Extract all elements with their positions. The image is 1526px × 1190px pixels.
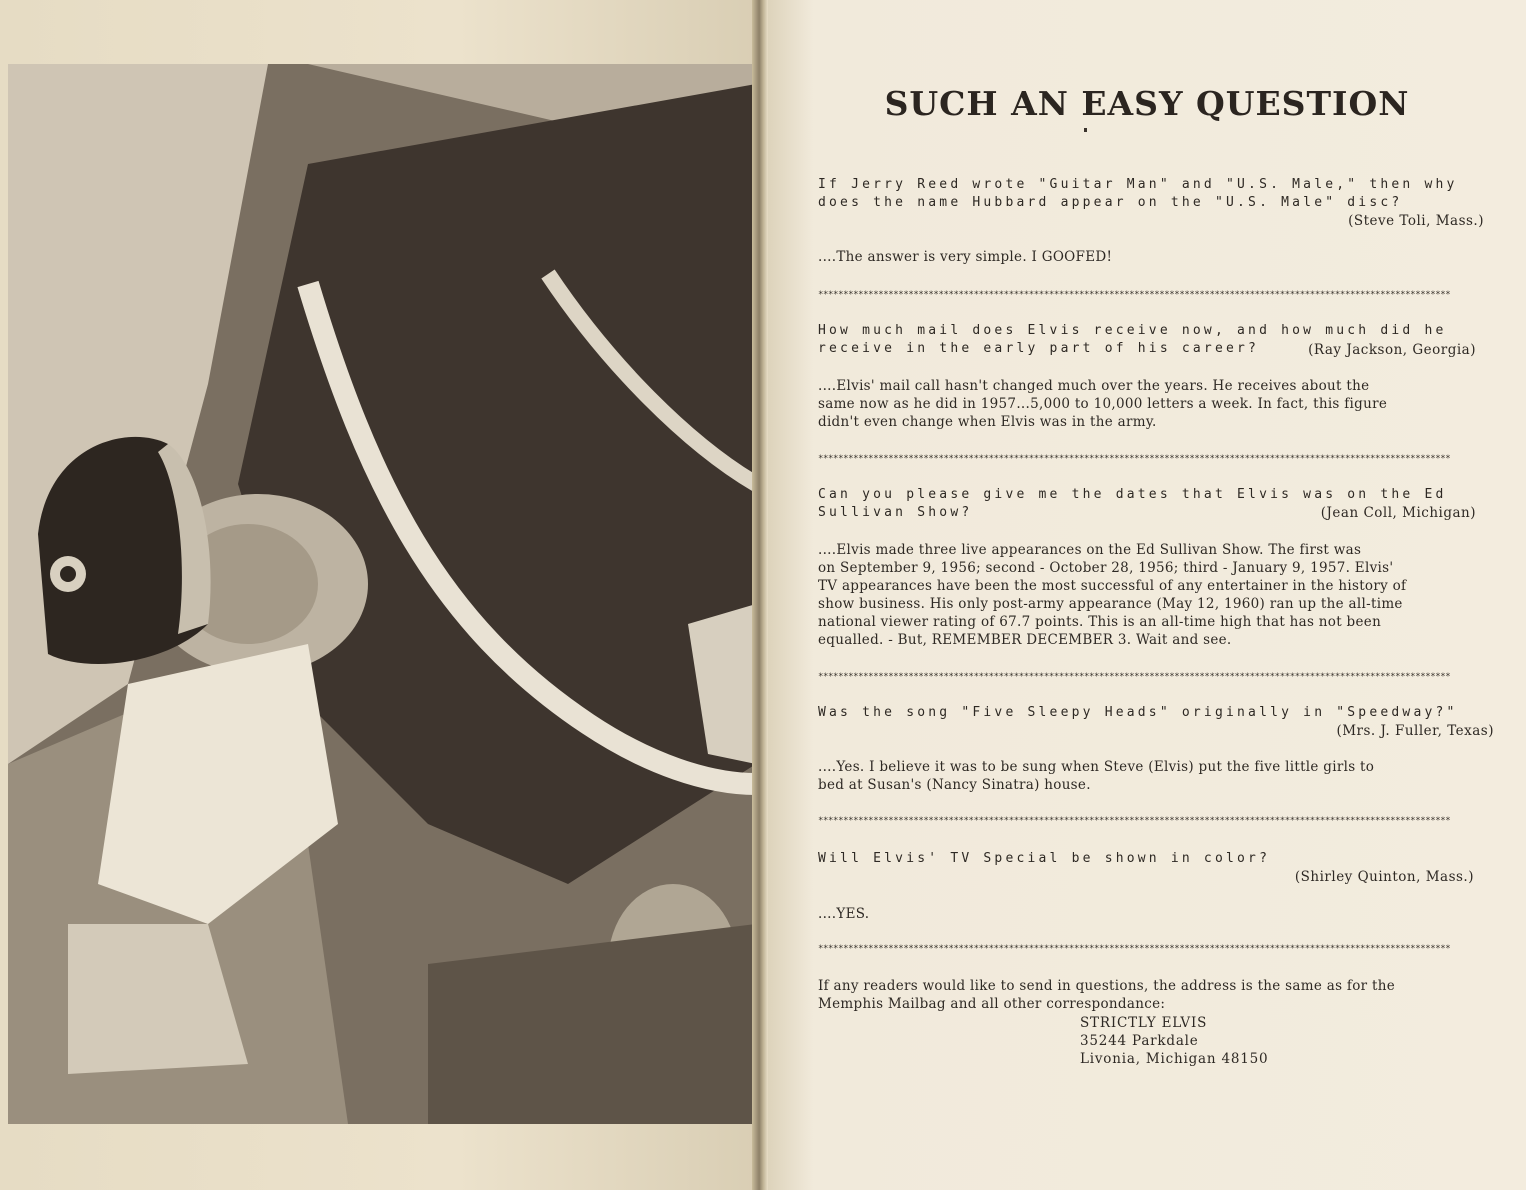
photo-icon — [8, 64, 756, 1124]
answer-3-line-5: national viewer rating of 67.7 points. This is an all-time high that has not been — [818, 614, 1382, 630]
closing-note — [818, 977, 1498, 1013]
asker-3: (Jean Coll, Michigan) — [1320, 505, 1476, 521]
closing-line-2: Memphis Mailbag and all other correspondance: — [818, 996, 1166, 1012]
question-1-line-2: does the name Hubbard appear on the "U.S. Male" disc? — [818, 195, 1403, 210]
answer-4-line-1: ....Yes. I believe it was to be sung when Steve (Elvis) put the five little girls to — [818, 759, 1375, 775]
answer-2-line-1: ....Elvis' mail call hasn't changed much over the years. He receives about the — [818, 378, 1370, 394]
answer-1 — [818, 248, 1498, 266]
question-1 — [818, 176, 1498, 212]
answer-2-line-2: same now as he did in 1957...5,000 to 10,000 letters a week. In fact, this figure — [818, 396, 1388, 412]
separator: ****************************************************************************************************************************** — [818, 672, 1451, 682]
question-4-line-1: Was the song "Five Sleepy Heads" originally in "Speedway?" — [818, 705, 1458, 720]
separator: ****************************************************************************************************************************** — [818, 454, 1451, 464]
address-line-2: 35244 Parkdale — [1080, 1033, 1199, 1049]
right-page — [768, 0, 1526, 1190]
asker-4: (Mrs. J. Fuller, Texas) — [1336, 723, 1494, 739]
page-title: SUCH AN EASY QUESTION — [884, 84, 1410, 123]
answer-2 — [818, 377, 1498, 431]
question-3-line-2: Sullivan Show? — [818, 505, 973, 520]
mailing-address — [1080, 1014, 1268, 1068]
question-2-line-2: receive in the early part of his career? — [818, 341, 1260, 356]
ink-speck — [1084, 128, 1087, 132]
question-1-line-1: If Jerry Reed wrote "Guitar Man" and "U.S. Male," then why — [818, 177, 1458, 192]
answer-3 — [818, 541, 1498, 649]
separator: ****************************************************************************************************************************** — [818, 290, 1451, 300]
answer-5 — [818, 905, 1498, 923]
answer-4 — [818, 758, 1498, 794]
asker-5: (Shirley Quinton, Mass.) — [1294, 869, 1474, 885]
answer-2-line-3: didn't even change when Elvis was in the army. — [818, 414, 1157, 430]
address-line-1: STRICTLY ELVIS — [1080, 1015, 1208, 1031]
answer-3-line-1: ....Elvis made three live appearances on the Ed Sullivan Show. The first was — [818, 542, 1362, 558]
answer-3-line-4: show business. His only post-army appearance (May 12, 1960) ran up the all-time — [818, 596, 1403, 612]
answer-3-line-3: TV appearances have been the most successful of any entertainer in the history of — [818, 578, 1407, 594]
address-line-3: Livonia, Michigan 48150 — [1080, 1051, 1269, 1067]
elvis-photo — [8, 64, 756, 1124]
asker-1: (Steve Toli, Mass.) — [1348, 213, 1484, 229]
book-gutter — [752, 0, 768, 1190]
asker-2: (Ray Jackson, Georgia) — [1308, 342, 1476, 358]
question-5-line-1: Will Elvis' TV Special be shown in color? — [818, 851, 1271, 866]
question-2-line-1: How much mail does Elvis receive now, and how much did he — [818, 323, 1447, 338]
answer-4-line-2: bed at Susan's (Nancy Sinatra) house. — [818, 777, 1091, 793]
answer-1-line-1: ....The answer is very simple. I GOOFED! — [818, 249, 1113, 265]
question-4 — [818, 704, 1498, 722]
left-page — [0, 0, 758, 1190]
separator: ****************************************************************************************************************************** — [818, 944, 1451, 954]
question-3-line-1: Can you please give me the dates that Elvis was on the Ed — [818, 487, 1447, 502]
answer-5-line-1: ....YES. — [818, 906, 870, 922]
separator: ****************************************************************************************************************************** — [818, 816, 1451, 826]
answer-3-line-2: on September 9, 1956; second - October 28, 1956; third - January 9, 1957. Elvis' — [818, 560, 1394, 576]
closing-line-1: If any readers would like to send in questions, the address is the same as for the — [818, 978, 1395, 994]
question-5 — [818, 850, 1498, 868]
answer-3-line-6: equalled. - But, REMEMBER DECEMBER 3. Wait and see. — [818, 632, 1232, 648]
